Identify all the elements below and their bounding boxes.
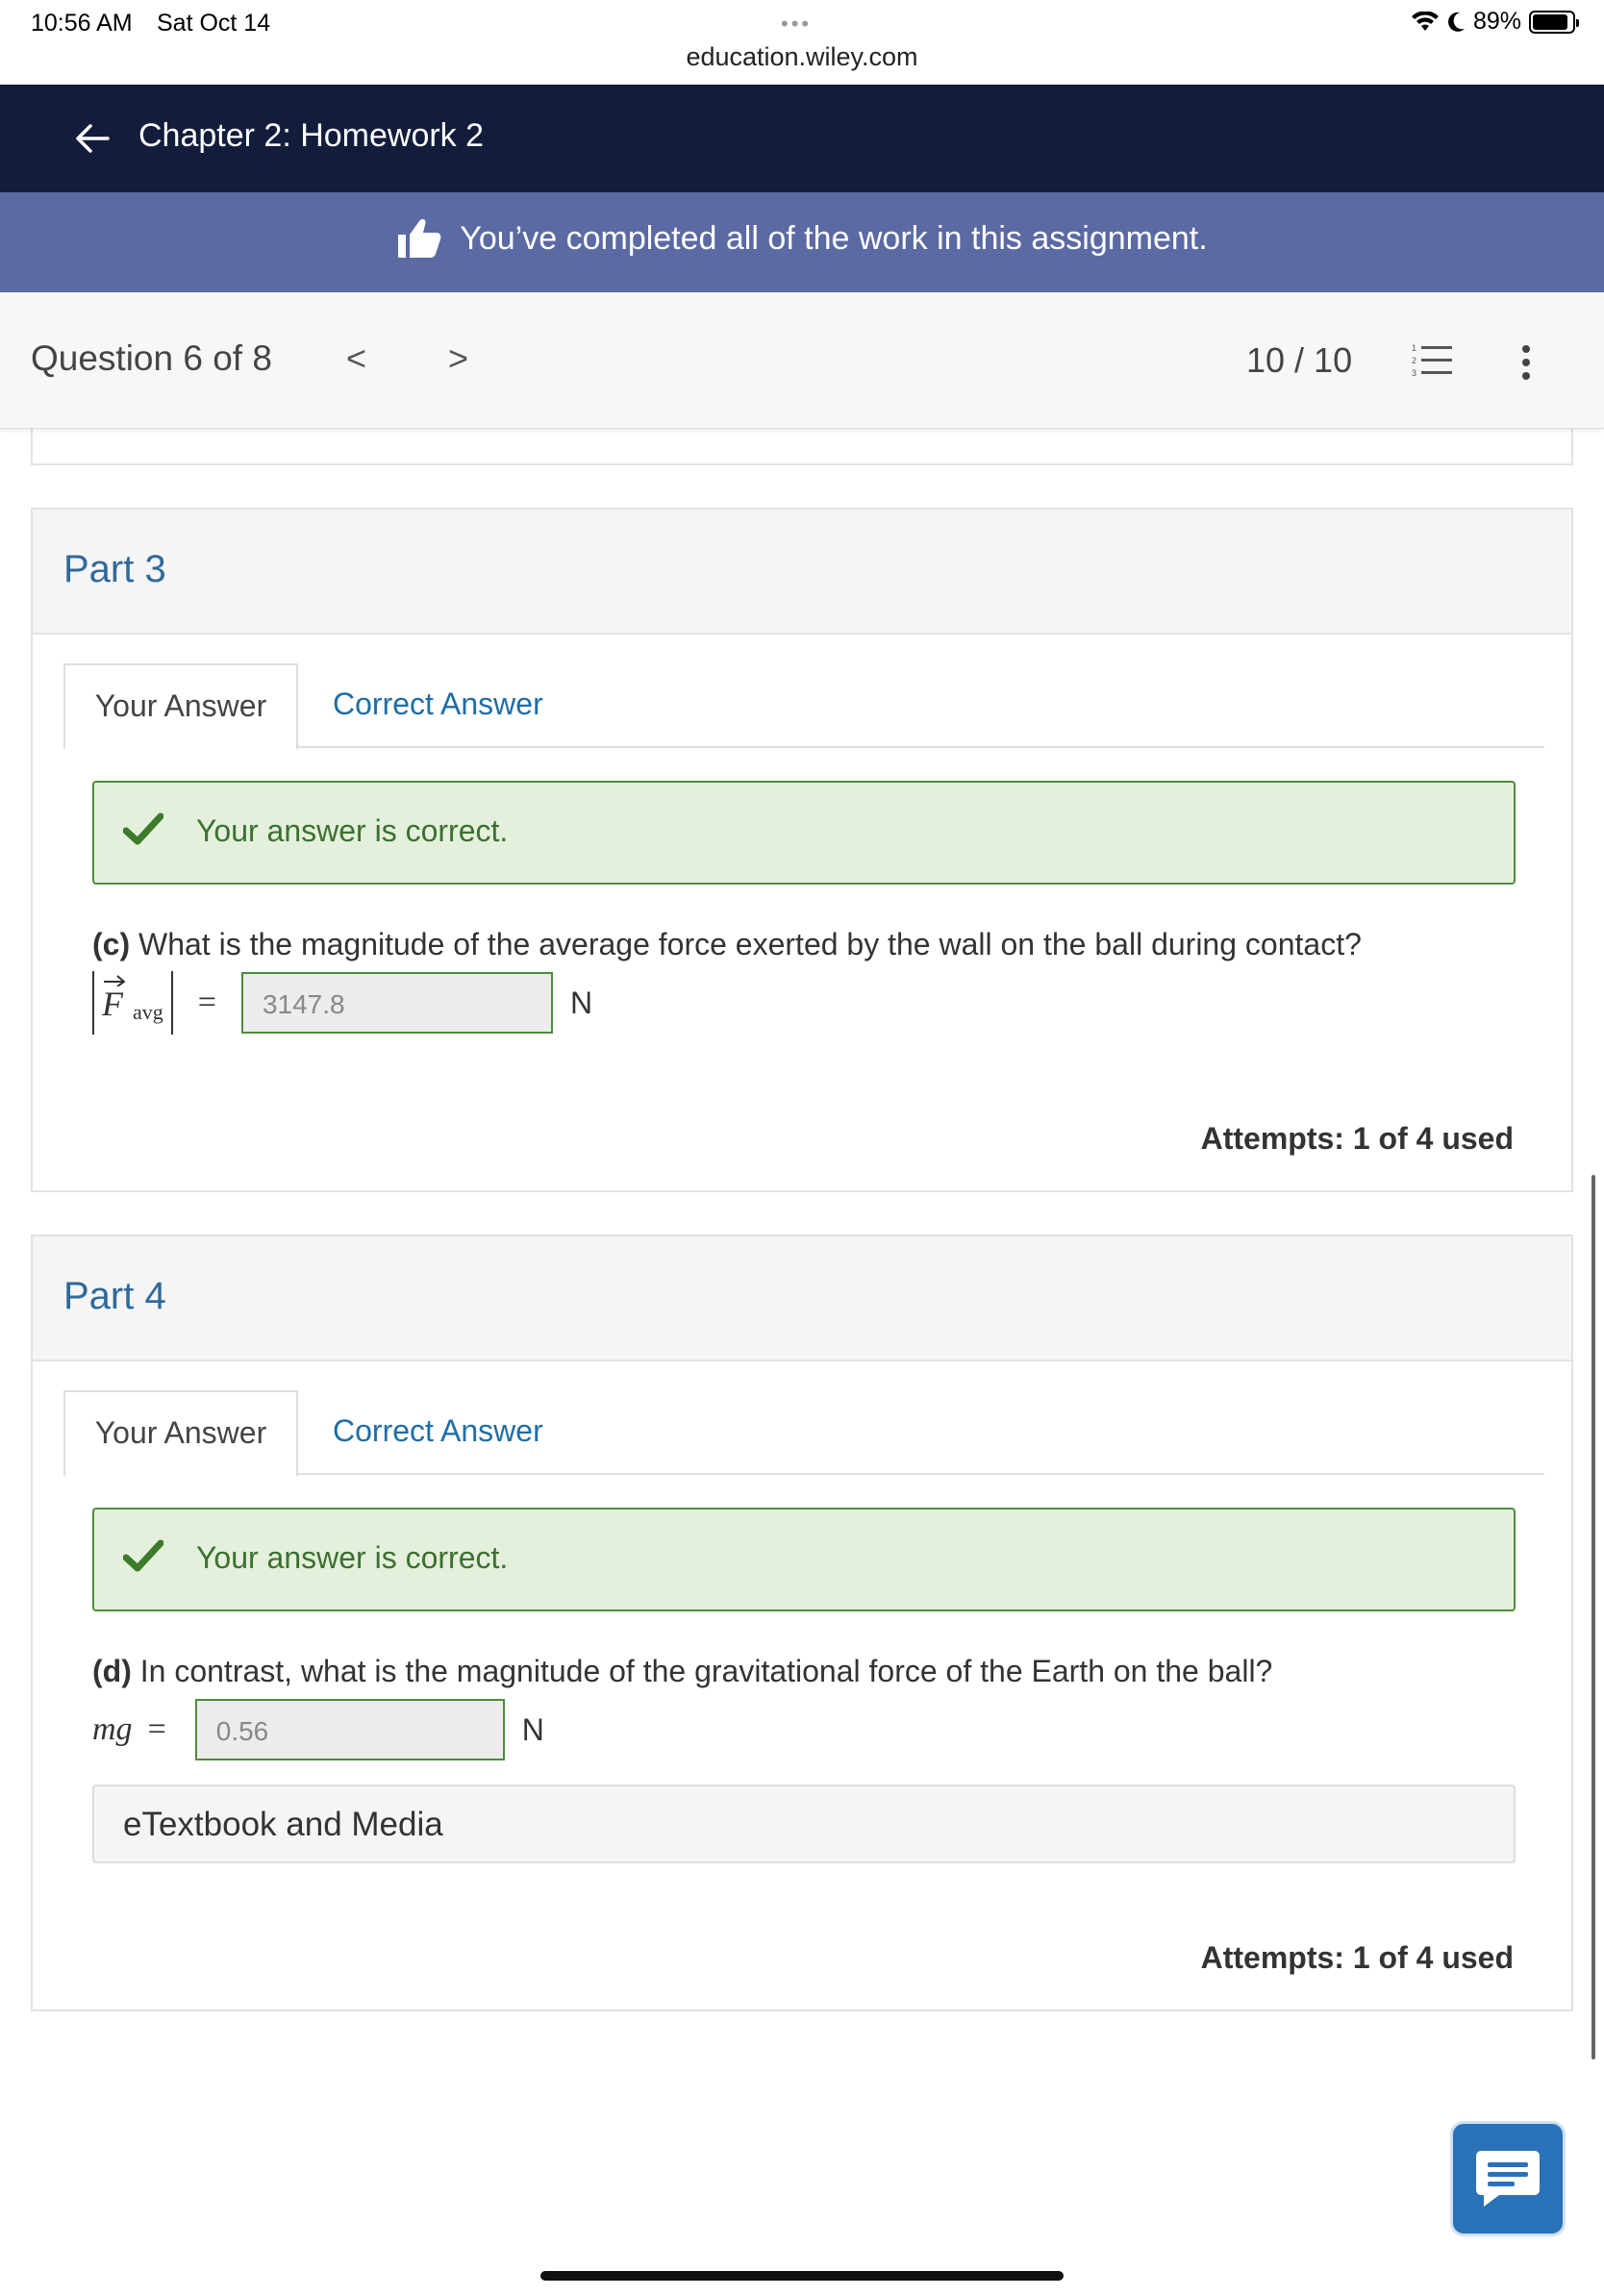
question-text xyxy=(92,927,1362,962)
status-indicators xyxy=(1412,8,1575,36)
chat-button[interactable] xyxy=(1450,2121,1566,2236)
correct-feedback xyxy=(92,1508,1516,1611)
force-symbol: F xyxy=(102,985,123,1023)
question-text xyxy=(92,1654,1272,1689)
answer-tabs xyxy=(63,663,1544,748)
chat-icon xyxy=(1474,2147,1541,2210)
completion-banner xyxy=(0,192,1604,292)
wifi-icon xyxy=(1412,12,1439,33)
svg-text:2: 2 xyxy=(1412,356,1417,365)
vector-arrow-icon xyxy=(102,973,127,986)
tab-your-answer[interactable]: Your Answer xyxy=(63,663,298,750)
home-indicator xyxy=(540,2271,1064,2281)
check-icon xyxy=(123,811,163,846)
part-title: Part 3 xyxy=(63,548,166,590)
feedback-text: Your answer is correct. xyxy=(196,1540,509,1575)
answer-unit: N xyxy=(569,985,593,1020)
question-body: What is the magnitude of the average force exerted by the wall on the ball during contact? xyxy=(130,927,1362,961)
equals-sign: = xyxy=(147,1711,166,1747)
force-subscript: avg xyxy=(133,1000,163,1024)
mg-symbol: mg xyxy=(92,1711,133,1747)
url-bar[interactable]: education.wiley.com xyxy=(686,42,918,71)
svg-text:3: 3 xyxy=(1412,368,1417,378)
etextbook-media-panel[interactable] xyxy=(92,1784,1516,1863)
feedback-text: Your answer is correct. xyxy=(196,813,509,848)
force-vector-magnitude xyxy=(92,971,173,1035)
answer-tabs xyxy=(63,1390,1544,1475)
back-arrow-icon[interactable] xyxy=(73,119,112,158)
answer-unit: N xyxy=(521,1711,544,1747)
scrollbar[interactable] xyxy=(1591,1175,1595,2059)
part-3-card xyxy=(31,508,1573,1192)
previous-question-button[interactable]: < xyxy=(346,338,367,378)
attempts-counter: Attempts: 1 of 4 used xyxy=(1200,1121,1514,1156)
equals-sign: = xyxy=(197,985,216,1020)
status-time: 10:56 AM xyxy=(31,10,133,37)
assignment-title: Chapter 2: Homework 2 xyxy=(138,117,485,154)
status-bar xyxy=(0,0,1604,85)
answer-row xyxy=(92,1698,544,1761)
tab-correct-answer[interactable]: Correct Answer xyxy=(333,1413,543,1448)
etextbook-label: eTextbook and Media xyxy=(123,1806,443,1843)
answer-input[interactable]: 0.56 xyxy=(195,1699,505,1760)
question-counter: Question 6 of 8 xyxy=(31,338,272,378)
question-label: (d) xyxy=(92,1654,132,1688)
moon-icon xyxy=(1446,12,1466,33)
question-score: 10 / 10 xyxy=(1246,340,1353,380)
browser-dots[interactable]: ••• xyxy=(781,12,813,36)
status-date: Sat Oct 14 xyxy=(157,10,271,37)
answer-row xyxy=(92,971,592,1035)
thumbs-up-icon xyxy=(396,217,442,260)
svg-text:1: 1 xyxy=(1412,343,1417,353)
next-question-button[interactable]: > xyxy=(448,338,469,378)
part-title: Part 4 xyxy=(63,1275,166,1317)
answer-input[interactable]: 3147.8 xyxy=(241,972,553,1034)
list-icon[interactable] xyxy=(1412,342,1454,379)
part-4-header xyxy=(33,1236,1571,1361)
assignment-header xyxy=(0,85,1604,192)
question-body: In contrast, what is the magnitude of the gravitational force of the Earth on the ball? xyxy=(131,1654,1273,1688)
tab-correct-answer[interactable]: Correct Answer xyxy=(333,686,543,721)
battery-percent: 89% xyxy=(1472,8,1521,35)
check-icon xyxy=(123,1538,163,1573)
correct-feedback xyxy=(92,781,1516,885)
question-nav-bar xyxy=(0,292,1604,429)
battery-icon xyxy=(1529,11,1575,34)
tab-your-answer[interactable]: Your Answer xyxy=(63,1390,298,1477)
part-3-header xyxy=(33,510,1571,635)
more-vertical-icon[interactable] xyxy=(1517,344,1535,381)
question-label: (c) xyxy=(92,927,131,961)
completion-message: You’ve completed all of the work in this assignment. xyxy=(460,219,1208,257)
attempts-counter: Attempts: 1 of 4 used xyxy=(1200,1940,1514,1975)
part-4-card xyxy=(31,1235,1573,2011)
